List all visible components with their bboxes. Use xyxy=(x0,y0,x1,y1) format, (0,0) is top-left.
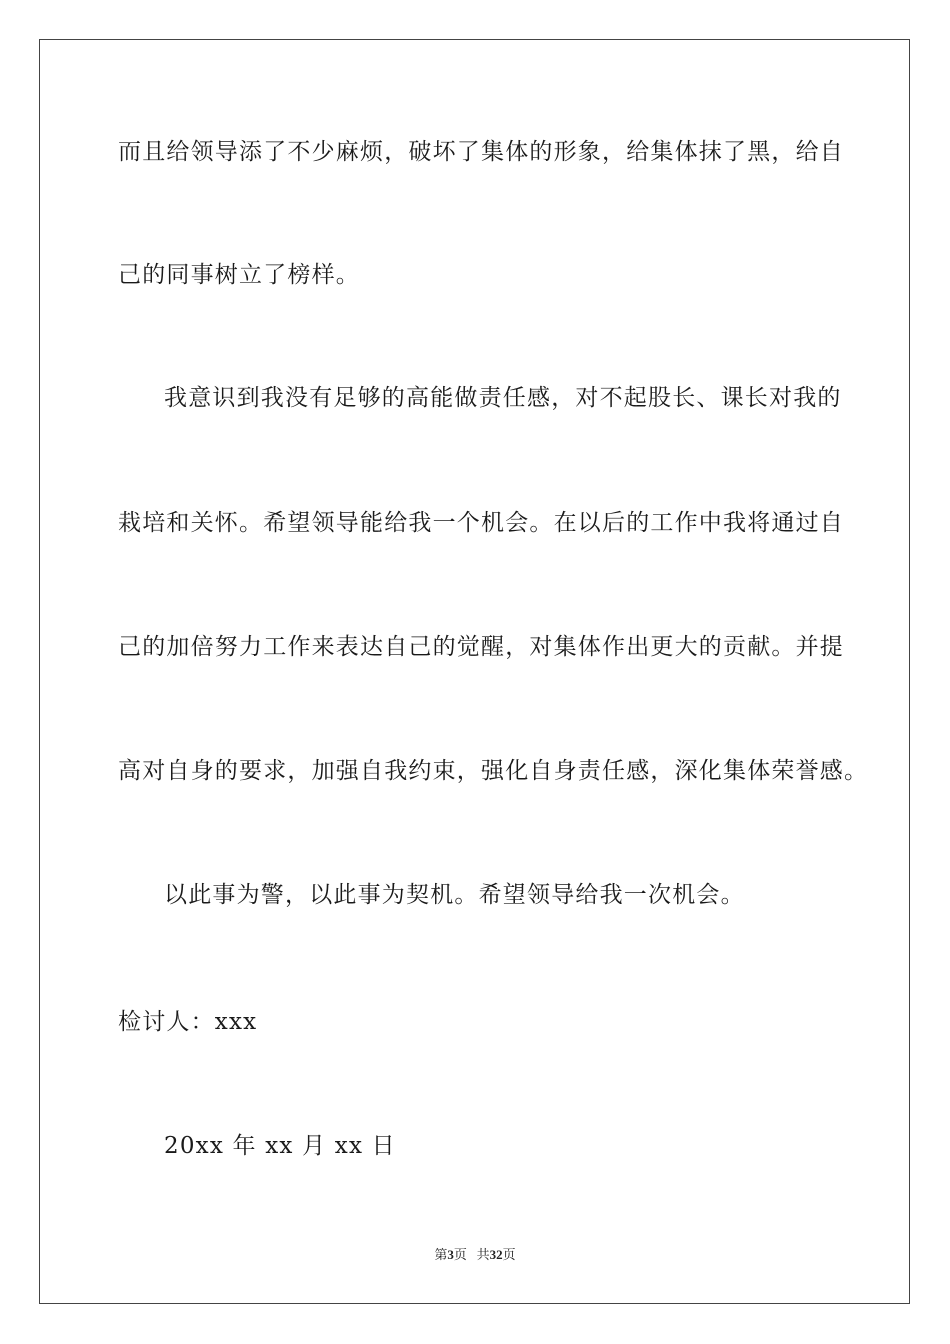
total-pages: 32 xyxy=(489,1247,503,1262)
body-line-4: 栽培和关怀。希望领导能给我一个机会。在以后的工作中我将通过自 xyxy=(118,510,844,536)
total-prefix: 共 xyxy=(476,1247,490,1262)
page-suffix: 页 xyxy=(453,1247,467,1262)
body-line-5: 己的加倍努力工作来表达自己的觉醒，对集体作出更大的贡献。并提 xyxy=(118,634,844,660)
page-border xyxy=(39,39,910,1304)
body-line-2: 己的同事树立了榜样。 xyxy=(118,262,360,288)
body-line-1: 而且给领导添了不少麻烦，破坏了集体的形象，给集体抹了黑，给自 xyxy=(118,139,844,165)
body-line-3: 我意识到我没有足够的高能做责任感，对不起股长、课长对我的 xyxy=(164,385,842,411)
total-suffix: 页 xyxy=(502,1247,516,1262)
body-line-7: 以此事为警，以此事为契机。希望领导给我一次机会。 xyxy=(164,882,745,908)
body-line-6: 高对自身的要求，加强自我约束，强化自身责任感，深化集体荣誉感。 xyxy=(118,758,869,784)
page-number: 3 xyxy=(447,1247,454,1262)
signature-line: 检讨人：xxx xyxy=(118,1009,258,1035)
page-footer xyxy=(0,1246,950,1264)
date-line: 20xx 年 xx 月 xx 日 xyxy=(164,1133,396,1159)
page-prefix: 第 xyxy=(434,1247,448,1262)
